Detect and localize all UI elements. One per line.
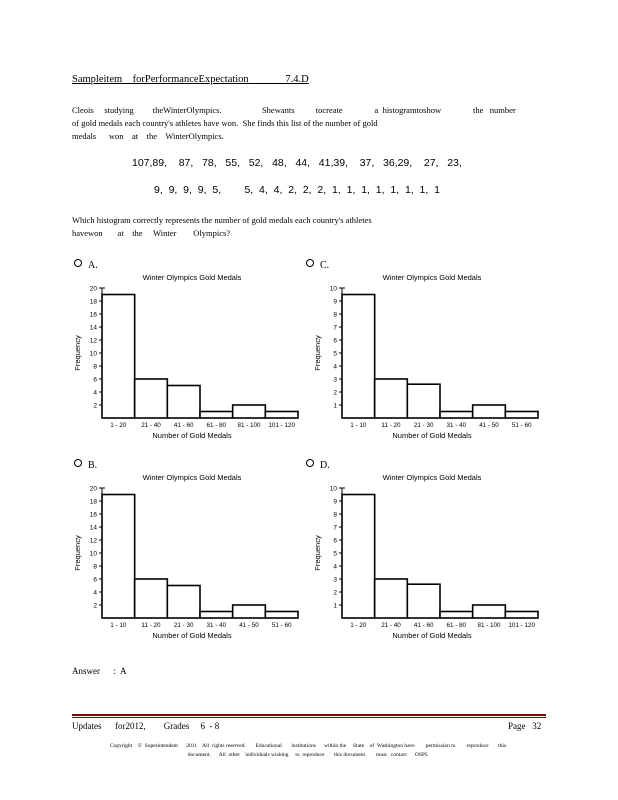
histogram-bar (505, 412, 538, 419)
y-tick-label: 4 (333, 563, 337, 571)
y-tick-label: 18 (89, 298, 97, 306)
y-tick-label: 8 (333, 311, 337, 319)
medal-numbers-line-1: 107,89, 87, 78, 55, 52, 48, 44, 41,39, 37, 36,29, 27, 23, (132, 157, 462, 169)
x-tick-label: 51 - 60 (511, 422, 532, 429)
histogram-bar (473, 405, 506, 418)
histogram-bar (200, 412, 233, 419)
x-tick-label: 31 - 40 (446, 422, 467, 429)
x-axis-label: Number of Gold Medals (152, 631, 232, 640)
histogram-bar (342, 295, 375, 419)
histogram-bar (200, 612, 233, 619)
histogram-bar (407, 384, 440, 418)
y-tick-label: 9 (333, 298, 337, 306)
histogram-svg (72, 270, 306, 442)
x-tick-label: 1 - 20 (350, 622, 367, 629)
chart-title: Winter Olympics Gold Medals (382, 273, 482, 282)
page-heading: Sampleitem forPerformanceExpectation 7.4.D (72, 74, 309, 85)
question-text: Which histogram correctly represents the number of gold medals each country's athletes havewon at the Winter Olympics? (72, 215, 372, 238)
histogram-svg (312, 470, 546, 642)
option-b-label: B. (88, 460, 98, 471)
histogram-c (312, 270, 546, 442)
histogram-bar (440, 412, 473, 419)
intro-paragraph: Cleois studying theWinterOlympics. Shewants tocreate a histogramtoshow the number of gold medals each country's athletes have won. She finds this list of the number of gold medals won at the WinterOlympics. (72, 105, 516, 141)
x-tick-label: 1 - 10 (110, 622, 127, 629)
x-tick-label: 81 - 100 (237, 422, 261, 429)
x-tick-label: 11 - 20 (381, 422, 401, 429)
x-tick-label: 11 - 20 (141, 622, 161, 629)
x-tick-label: 1 - 10 (350, 422, 367, 429)
y-tick-label: 4 (93, 589, 97, 597)
y-axis-label: Frequency (313, 535, 322, 571)
y-tick-label: 2 (333, 389, 337, 397)
x-tick-label: 21 - 30 (413, 422, 434, 429)
histogram-bar (375, 379, 408, 418)
answer-text: Answer : A (72, 666, 127, 676)
y-tick-label: 5 (333, 350, 337, 358)
x-tick-label: 31 - 40 (206, 622, 227, 629)
histogram-bar (407, 584, 440, 618)
histogram-svg (72, 470, 306, 642)
y-tick-label: 6 (333, 337, 337, 345)
x-tick-label: 101 - 120 (268, 422, 295, 429)
histogram-svg (312, 270, 546, 442)
histogram-a (72, 270, 306, 442)
y-tick-label: 16 (89, 311, 97, 319)
x-tick-label: 41 - 60 (413, 622, 434, 629)
y-tick-label: 4 (333, 363, 337, 371)
radio-circle-icon[interactable] (306, 259, 314, 267)
footer-divider (72, 714, 546, 716)
footer-page-number: Page 32 (508, 721, 542, 731)
y-tick-label: 3 (333, 576, 337, 584)
histogram-bar (473, 605, 506, 618)
y-axis-label: Frequency (73, 535, 82, 571)
x-tick-label: 101 - 120 (508, 622, 535, 629)
y-tick-label: 10 (89, 550, 97, 558)
y-tick-label: 6 (93, 376, 97, 384)
y-tick-label: 20 (89, 285, 97, 293)
histogram-bar (102, 495, 135, 619)
histogram-bar (135, 379, 168, 418)
x-tick-label: 41 - 60 (173, 422, 194, 429)
radio-circle-icon[interactable] (306, 459, 314, 467)
footer-divider-thin (72, 717, 546, 718)
x-tick-label: 21 - 40 (381, 622, 401, 629)
y-tick-label: 20 (89, 485, 97, 493)
x-tick-label: 51 - 60 (271, 622, 292, 629)
copyright-notice: Copyright © Superintendent 2011 All rights reserved. Educational institutions within the State of Washington have permission to reproduce this document. All other individuals wishing to reproduce this document must contact OSPI. (109, 743, 507, 758)
histogram-bar (265, 412, 298, 419)
y-axis-label: Frequency (73, 335, 82, 371)
y-tick-label: 8 (333, 511, 337, 519)
histogram-d (312, 470, 546, 642)
y-tick-label: 9 (333, 498, 337, 506)
y-tick-label: 10 (329, 485, 337, 493)
medal-numbers-line-2: 9, 9, 9, 9, 5, 5, 4, 4, 2, 2, 2, 1, 1, 1, 1, 1, 1, 1, 1 (154, 184, 440, 196)
y-tick-label: 8 (93, 363, 97, 371)
histogram-bar (135, 579, 168, 618)
y-tick-label: 6 (93, 576, 97, 584)
histogram-bar (440, 612, 473, 619)
histogram-bar (167, 586, 200, 619)
y-tick-label: 12 (89, 337, 97, 345)
x-tick-label: 1 - 20 (110, 422, 127, 429)
x-axis-label: Number of Gold Medals (152, 431, 232, 440)
histogram-bar (167, 386, 200, 419)
x-axis-label: Number of Gold Medals (392, 631, 472, 640)
y-tick-label: 4 (93, 389, 97, 397)
histogram-bar (233, 605, 266, 618)
histogram-bar (375, 579, 408, 618)
y-tick-label: 8 (93, 563, 97, 571)
chart-title: Winter Olympics Gold Medals (142, 473, 242, 482)
histogram-bar (265, 612, 298, 619)
histogram-bar (233, 405, 266, 418)
footer-updates: Updates for2012, Grades 6 - 8 (72, 721, 220, 731)
histogram-b (72, 470, 306, 642)
x-tick-label: 41 - 50 (479, 422, 499, 429)
x-tick-label: 41 - 50 (239, 622, 259, 629)
chart-title: Winter Olympics Gold Medals (382, 473, 482, 482)
x-axis-label: Number of Gold Medals (392, 431, 472, 440)
x-tick-label: 61 - 80 (206, 422, 227, 429)
y-tick-label: 12 (89, 537, 97, 545)
y-tick-label: 2 (93, 602, 97, 610)
x-tick-label: 21 - 40 (141, 422, 161, 429)
y-tick-label: 10 (89, 350, 97, 358)
y-tick-label: 3 (333, 376, 337, 384)
histogram-bar (102, 295, 135, 419)
y-tick-label: 2 (333, 589, 337, 597)
y-tick-label: 14 (89, 524, 97, 532)
chart-title: Winter Olympics Gold Medals (142, 273, 242, 282)
y-tick-label: 16 (89, 511, 97, 519)
x-tick-label: 81 - 100 (477, 622, 501, 629)
option-d-label: D. (320, 460, 330, 471)
histogram-bar (505, 612, 538, 619)
y-tick-label: 6 (333, 537, 337, 545)
y-tick-label: 1 (333, 602, 337, 610)
y-tick-label: 5 (333, 550, 337, 558)
option-a-label: A. (88, 260, 98, 271)
y-tick-label: 2 (93, 402, 97, 410)
x-tick-label: 21 - 30 (173, 622, 194, 629)
y-tick-label: 7 (333, 324, 337, 332)
radio-circle-icon[interactable] (74, 459, 82, 467)
y-tick-label: 14 (89, 324, 97, 332)
y-axis-label: Frequency (313, 335, 322, 371)
radio-circle-icon[interactable] (74, 259, 82, 267)
y-tick-label: 10 (329, 285, 337, 293)
y-tick-label: 18 (89, 498, 97, 506)
histogram-bar (342, 495, 375, 619)
x-tick-label: 61 - 80 (446, 622, 467, 629)
option-c-label: C. (320, 260, 330, 271)
y-tick-label: 1 (333, 402, 337, 410)
y-tick-label: 7 (333, 524, 337, 532)
